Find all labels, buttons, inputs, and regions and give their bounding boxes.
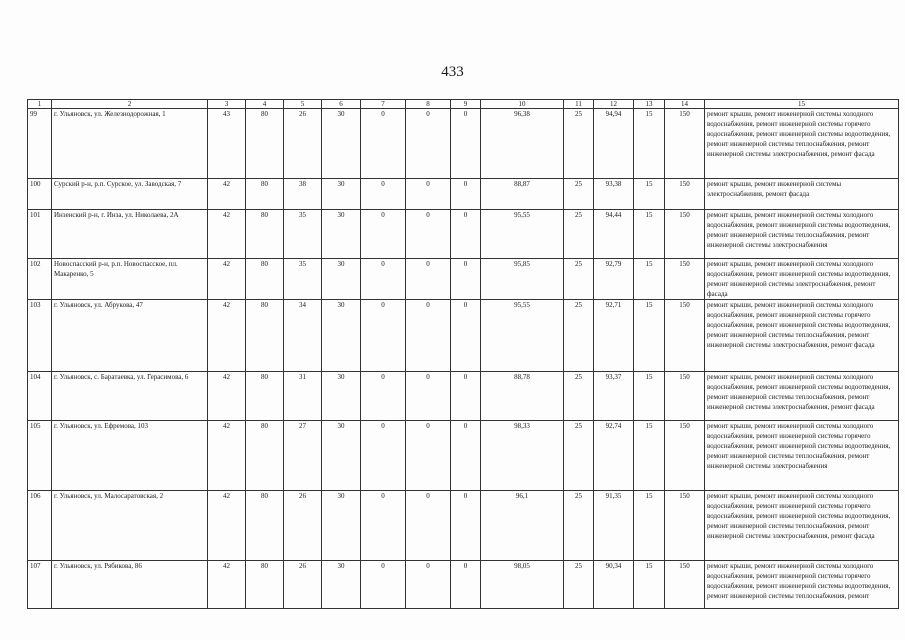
value-cell: 150	[665, 109, 705, 179]
works-cell: ремонт крыши, ремонт инженерной системы холодного водоснабжения, ремонт инженерной системы водоотведения, ремонт инженерной системы теплоснабжения, ремонт инженерной системы электроснабжения	[705, 210, 899, 259]
works-cell: ремонт крыши, ремонт инженерной системы холодного водоснабжения, ремонт инженерной системы водоотведения, ремонт инженерной системы теплоснабжения, ремонт инженерной системы электроснабжения, ремонт фасада	[705, 372, 899, 421]
row-number: 99	[28, 109, 52, 179]
value-cell: 0	[451, 259, 481, 300]
address-cell: г. Ульяновск, с. Баратаевка, ул. Герасимова, 6	[52, 372, 208, 421]
address-cell: г. Ульяновск, ул. Железнодорожная, 1	[52, 109, 208, 179]
value-cell: 80	[246, 491, 284, 561]
address-cell: г. Ульяновск, ул. Малосаратовская, 2	[52, 491, 208, 561]
address-cell: г. Ульяновск, ул. Абрукова, 47	[52, 300, 208, 372]
table-body	[28, 100, 899, 609]
value-cell: 92,79	[594, 259, 634, 300]
column-header: 7	[361, 100, 406, 109]
value-cell: 150	[665, 259, 705, 300]
value-cell: 0	[451, 561, 481, 609]
value-cell: 31	[284, 372, 322, 421]
value-cell: 30	[322, 109, 361, 179]
value-cell: 25	[564, 300, 594, 372]
value-cell: 0	[451, 491, 481, 561]
value-cell: 93,38	[594, 179, 634, 210]
row-number: 101	[28, 210, 52, 259]
value-cell: 0	[361, 561, 406, 609]
value-cell: 90,34	[594, 561, 634, 609]
value-cell: 15	[634, 421, 665, 491]
value-cell: 42	[208, 179, 246, 210]
value-cell: 88,78	[481, 372, 564, 421]
value-cell: 25	[564, 421, 594, 491]
value-cell: 92,74	[594, 421, 634, 491]
value-cell: 80	[246, 210, 284, 259]
works-cell: ремонт крыши, ремонт инженерной системы холодного водоснабжения, ремонт инженерной системы горячего водоснабжения, ремонт инженерной системы водоотведения, ремонт инженерной системы теплоснабжения, ремонт инженерной системы электроснабжения, ремонт фасада	[705, 109, 899, 179]
page-number: 433	[441, 64, 464, 80]
value-cell: 25	[564, 259, 594, 300]
value-cell: 30	[322, 210, 361, 259]
value-cell: 42	[208, 259, 246, 300]
table-row	[28, 421, 899, 491]
value-cell: 80	[246, 179, 284, 210]
row-number: 100	[28, 179, 52, 210]
value-cell: 0	[361, 259, 406, 300]
value-cell: 35	[284, 210, 322, 259]
value-cell: 96,38	[481, 109, 564, 179]
value-cell: 30	[322, 259, 361, 300]
value-cell: 94,44	[594, 210, 634, 259]
value-cell: 150	[665, 179, 705, 210]
value-cell: 15	[634, 300, 665, 372]
value-cell: 0	[406, 259, 451, 300]
value-cell: 34	[284, 300, 322, 372]
value-cell: 0	[451, 210, 481, 259]
value-cell: 0	[361, 109, 406, 179]
value-cell: 0	[451, 109, 481, 179]
value-cell: 42	[208, 300, 246, 372]
value-cell: 15	[634, 179, 665, 210]
table-row	[28, 561, 899, 609]
address-cell: г. Ульяновск, ул. Рябикова, 86	[52, 561, 208, 609]
value-cell: 80	[246, 561, 284, 609]
value-cell: 15	[634, 372, 665, 421]
value-cell: 0	[361, 491, 406, 561]
value-cell: 93,37	[594, 372, 634, 421]
value-cell: 42	[208, 372, 246, 421]
row-number: 103	[28, 300, 52, 372]
header-row	[28, 100, 899, 109]
value-cell: 98,05	[481, 561, 564, 609]
value-cell: 150	[665, 561, 705, 609]
address-cell: Новоспасский р-н, р.п. Новоспасское, пл. Макаренко, 5	[52, 259, 208, 300]
table-row	[28, 491, 899, 561]
value-cell: 30	[322, 372, 361, 421]
column-header: 10	[481, 100, 564, 109]
works-cell: ремонт крыши, ремонт инженерной системы электроснабжения, ремонт фасада	[705, 179, 899, 210]
value-cell: 0	[451, 300, 481, 372]
column-header: 4	[246, 100, 284, 109]
table-row	[28, 210, 899, 259]
row-number: 106	[28, 491, 52, 561]
value-cell: 30	[322, 421, 361, 491]
value-cell: 150	[665, 421, 705, 491]
works-cell: ремонт крыши, ремонт инженерной системы холодного водоснабжения, ремонт инженерной системы горячего водоснабжения, ремонт инженерной системы водоотведения, ремонт инженерной системы теплоснабжения, ремонт	[705, 561, 899, 609]
table-row	[28, 259, 899, 300]
value-cell: 80	[246, 300, 284, 372]
value-cell: 30	[322, 561, 361, 609]
value-cell: 43	[208, 109, 246, 179]
works-cell: ремонт крыши, ремонт инженерной системы холодного водоснабжения, ремонт инженерной системы горячего водоснабжения, ремонт инженерной системы водоотведения, ремонт инженерной системы теплоснабжения, ремонт инженерной системы электроснабжения, ремонт фасада	[705, 491, 899, 561]
value-cell: 38	[284, 179, 322, 210]
value-cell: 92,71	[594, 300, 634, 372]
works-cell: ремонт крыши, ремонт инженерной системы холодного водоснабжения, ремонт инженерной системы водоотведения, ремонт инженерной системы электроснабжения, ремонт фасада	[705, 259, 899, 300]
value-cell: 0	[406, 179, 451, 210]
value-cell: 25	[564, 491, 594, 561]
row-number: 107	[28, 561, 52, 609]
column-header: 6	[322, 100, 361, 109]
value-cell: 25	[564, 372, 594, 421]
value-cell: 0	[451, 372, 481, 421]
works-cell: ремонт крыши, ремонт инженерной системы холодного водоснабжения, ремонт инженерной системы горячего водоснабжения, ремонт инженерной системы водоотведения, ремонт инженерной системы теплоснабжения, ремонт инженерной системы электроснабжения, ремонт фасада	[705, 300, 899, 372]
value-cell: 0	[361, 179, 406, 210]
value-cell: 0	[361, 300, 406, 372]
value-cell: 15	[634, 210, 665, 259]
row-number: 104	[28, 372, 52, 421]
value-cell: 42	[208, 210, 246, 259]
row-number: 105	[28, 421, 52, 491]
value-cell: 95,55	[481, 210, 564, 259]
value-cell: 0	[361, 421, 406, 491]
value-cell: 94,94	[594, 109, 634, 179]
value-cell: 95,85	[481, 259, 564, 300]
value-cell: 98,33	[481, 421, 564, 491]
value-cell: 80	[246, 421, 284, 491]
column-header: 14	[665, 100, 705, 109]
value-cell: 42	[208, 421, 246, 491]
value-cell: 80	[246, 109, 284, 179]
value-cell: 80	[246, 372, 284, 421]
value-cell: 27	[284, 421, 322, 491]
table-row	[28, 109, 899, 179]
value-cell: 88,87	[481, 179, 564, 210]
value-cell: 150	[665, 210, 705, 259]
value-cell: 95,55	[481, 300, 564, 372]
value-cell: 15	[634, 259, 665, 300]
value-cell: 30	[322, 491, 361, 561]
value-cell: 15	[634, 491, 665, 561]
value-cell: 26	[284, 491, 322, 561]
value-cell: 0	[451, 421, 481, 491]
value-cell: 150	[665, 300, 705, 372]
value-cell: 15	[634, 561, 665, 609]
value-cell: 0	[406, 372, 451, 421]
value-cell: 30	[322, 179, 361, 210]
value-cell: 42	[208, 561, 246, 609]
address-cell: Инзенский р-н, г. Инза, ул. Николаева, 2А	[52, 210, 208, 259]
repair-table	[27, 99, 899, 609]
value-cell: 91,35	[594, 491, 634, 561]
column-header: 9	[451, 100, 481, 109]
value-cell: 42	[208, 491, 246, 561]
table-row	[28, 372, 899, 421]
value-cell: 25	[564, 179, 594, 210]
value-cell: 0	[451, 179, 481, 210]
address-cell: г. Ульяновск, ул. Ефремова, 103	[52, 421, 208, 491]
column-header: 12	[594, 100, 634, 109]
value-cell: 80	[246, 259, 284, 300]
value-cell: 150	[665, 372, 705, 421]
column-header: 5	[284, 100, 322, 109]
address-cell: Сурский р-н, р.п. Сурское, ул. Заводская, 7	[52, 179, 208, 210]
column-header: 2	[52, 100, 208, 109]
value-cell: 25	[564, 109, 594, 179]
value-cell: 25	[564, 210, 594, 259]
works-cell: ремонт крыши, ремонт инженерной системы холодного водоснабжения, ремонт инженерной системы горячего водоснабжения, ремонт инженерной системы водоотведения, ремонт инженерной системы теплоснабжения, ремонт инженерной системы электроснабжения	[705, 421, 899, 491]
value-cell: 0	[406, 300, 451, 372]
column-header: 15	[705, 100, 899, 109]
value-cell: 0	[406, 491, 451, 561]
row-number: 102	[28, 259, 52, 300]
column-header: 8	[406, 100, 451, 109]
column-header: 3	[208, 100, 246, 109]
column-header: 13	[634, 100, 665, 109]
value-cell: 26	[284, 109, 322, 179]
value-cell: 15	[634, 109, 665, 179]
table-row	[28, 179, 899, 210]
value-cell: 0	[361, 210, 406, 259]
value-cell: 35	[284, 259, 322, 300]
value-cell: 0	[406, 210, 451, 259]
value-cell: 0	[361, 372, 406, 421]
value-cell: 30	[322, 300, 361, 372]
value-cell: 25	[564, 561, 594, 609]
column-header: 1	[28, 100, 52, 109]
value-cell: 26	[284, 561, 322, 609]
column-header: 11	[564, 100, 594, 109]
value-cell: 150	[665, 491, 705, 561]
value-cell: 0	[406, 561, 451, 609]
value-cell: 0	[406, 421, 451, 491]
value-cell: 96,1	[481, 491, 564, 561]
table-row	[28, 300, 899, 372]
value-cell: 0	[406, 109, 451, 179]
